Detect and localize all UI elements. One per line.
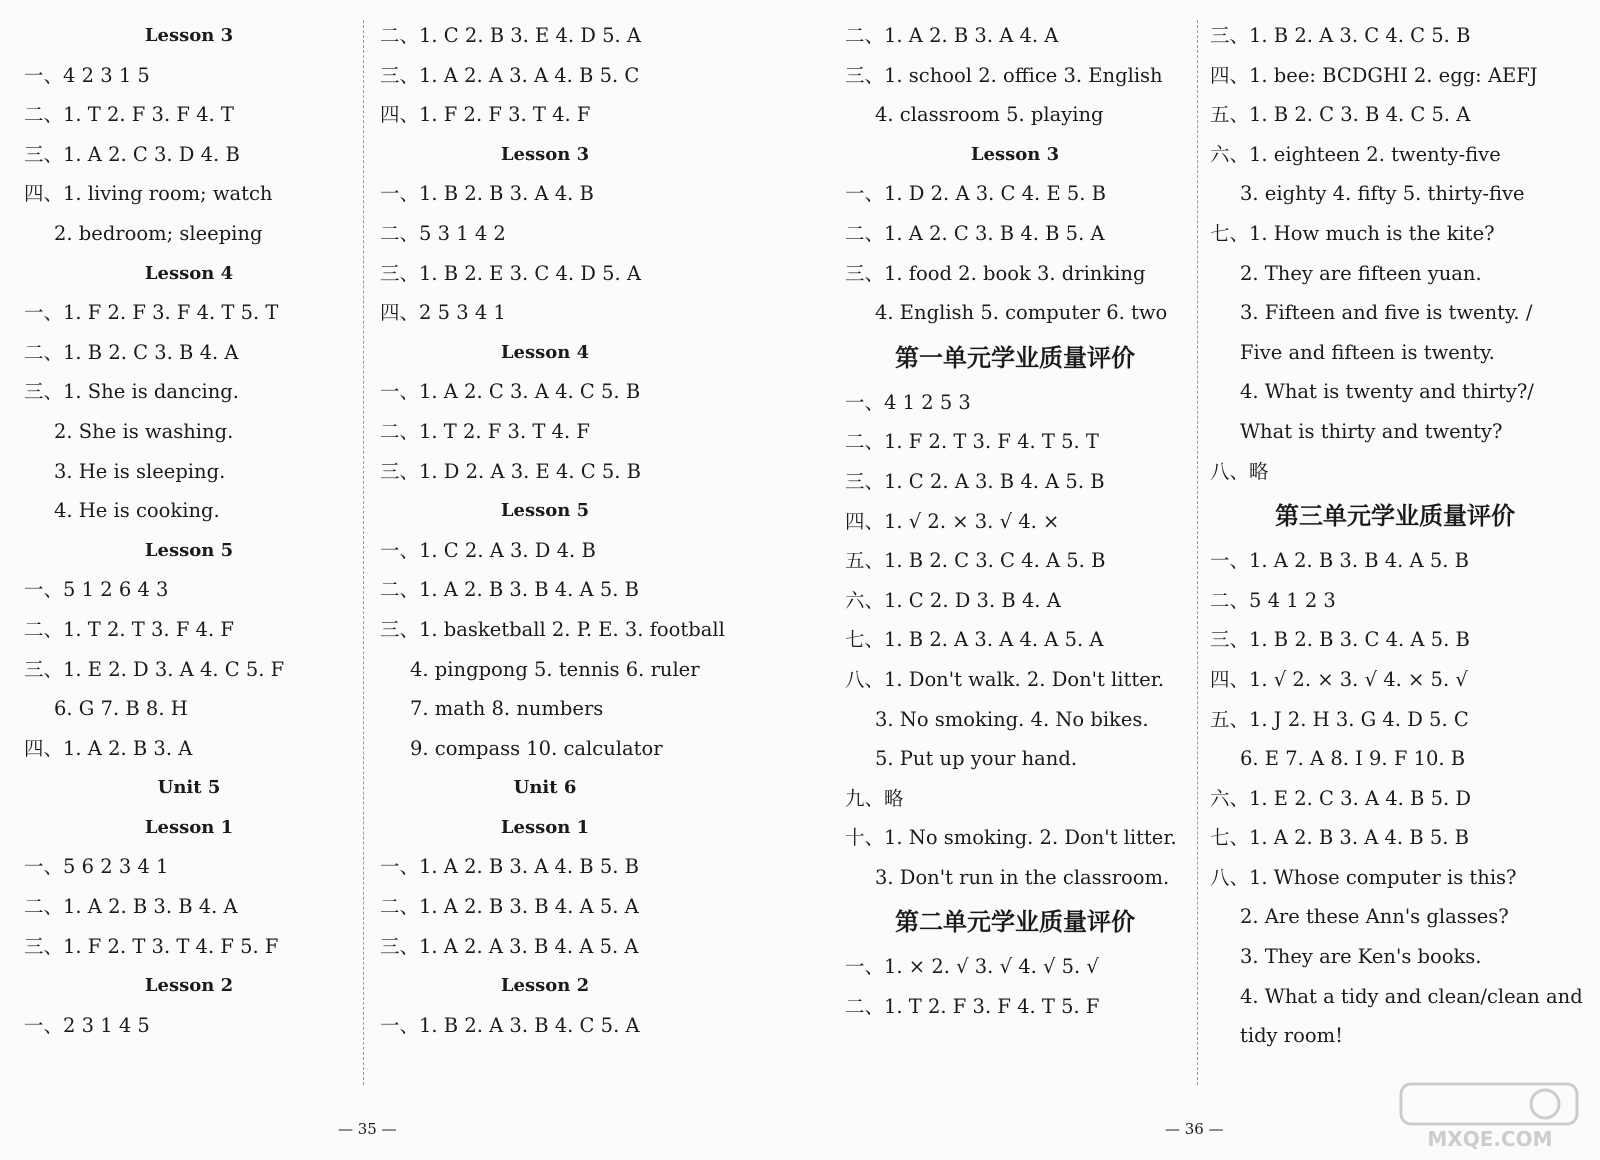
answer-line: 9. compass 10. calculator [410, 736, 663, 760]
section-heading: Lesson 1 [500, 816, 590, 838]
section-heading: Lesson 5 [144, 539, 234, 561]
answer-line: 三、1. basketball 2. P. E. 3. football [380, 617, 725, 641]
answer-line: 三、1. E 2. D 3. A 4. C 5. F [24, 657, 285, 681]
answer-line: 二、1. F 2. T 3. F 4. T 5. T [845, 430, 1099, 454]
answer-line: 二、1. A 2. B 3. B 4. A 5. A [380, 895, 639, 919]
answer-line: 一、1. D 2. A 3. C 4. E 5. B [845, 182, 1107, 206]
answer-line: 三、1. food 2. book 3. drinking [845, 261, 1146, 285]
answer-line: 一、5 1 2 6 4 3 [24, 578, 169, 602]
answer-line: 二、1. B 2. C 3. B 4. A [24, 340, 239, 364]
answer-line: 2. She is washing. [54, 419, 234, 443]
answer-line: 四、1. A 2. B 3. A [24, 736, 193, 760]
answer-line: 三、1. school 2. office 3. English [845, 63, 1163, 87]
answer-line: 3. He is sleeping. [54, 459, 226, 483]
answer-line: 六、1. E 2. C 3. A 4. B 5. D [1210, 786, 1472, 810]
answer-line: 二、1. T 2. T 3. F 4. F [24, 617, 234, 641]
section-heading: Lesson 4 [144, 262, 234, 284]
answer-line: 4. English 5. computer 6. two [875, 301, 1168, 325]
answer-line: 八、1. Whose computer is this? [1210, 865, 1517, 889]
answer-line: 十、1. No smoking. 2. Don't litter. [845, 826, 1177, 850]
answer-line: 二、1. C 2. B 3. E 4. D 5. A [380, 24, 642, 47]
answer-line: 三、1. B 2. A 3. C 4. C 5. B [1210, 24, 1471, 47]
answer-line: 一、1. × 2. √ 3. √ 4. √ 5. √ [845, 955, 1099, 979]
answer-line: 2. Are these Ann's glasses? [1240, 905, 1509, 929]
section-heading: Lesson 4 [500, 341, 590, 363]
column-3 [845, 16, 1185, 1027]
answer-line: 二、1. A 2. B 3. A 4. A [845, 24, 1059, 47]
answer-line: 三、1. A 2. A 3. B 4. A 5. A [380, 934, 639, 958]
section-heading: 第二单元学业质量评价 [895, 907, 1135, 937]
answer-line: Five and fifteen is twenty. [1240, 340, 1495, 364]
answer-line: 三、1. D 2. A 3. E 4. C 5. B [380, 459, 642, 483]
answer-line: 四、1. F 2. F 3. T 4. F [380, 103, 591, 127]
answer-line: 一、1. A 2. B 3. B 4. A 5. B [1210, 549, 1469, 573]
page-number-right: — 36 — [1165, 1120, 1224, 1138]
column-divider [363, 20, 364, 1085]
answer-line: 3. eighty 4. fifty 5. thirty-five [1240, 182, 1525, 206]
logo-mark-icon [1531, 1090, 1559, 1118]
answer-line: 三、1. C 2. A 3. B 4. A 5. B [845, 469, 1105, 493]
section-heading: Lesson 3 [970, 143, 1060, 165]
section-heading: 第三单元学业质量评价 [1275, 501, 1515, 531]
section-heading: Lesson 1 [144, 816, 234, 838]
answer-line: 二、1. T 2. F 3. F 4. T [24, 103, 234, 127]
section-heading: Lesson 2 [144, 975, 234, 997]
answer-line: 5. Put up your hand. [875, 747, 1078, 771]
answer-line: 二、1. A 2. B 3. B 4. A [24, 895, 238, 919]
answer-line: 三、1. She is dancing. [24, 380, 239, 404]
section-heading: Lesson 2 [500, 975, 590, 997]
answer-line: 一、4 1 2 5 3 [845, 390, 971, 414]
answer-line: 4. classroom 5. playing [875, 103, 1104, 127]
answer-line: 八、略 [1210, 459, 1269, 483]
answer-line: 6. G 7. B 8. H [54, 697, 188, 721]
column-4 [1210, 16, 1583, 1056]
answer-line: 四、1. living room; watch [24, 182, 273, 206]
answer-line: 八、1. Don't walk. 2. Don't litter. [845, 667, 1165, 691]
answer-line: 四、1. √ 2. × 3. √ 4. × [845, 509, 1060, 533]
answer-line: 三、1. F 2. T 3. T 4. F 5. F [24, 934, 279, 958]
answer-line: 4. pingpong 5. tennis 6. ruler [410, 657, 700, 681]
answer-line: 4. What a tidy and clean/clean and [1240, 984, 1583, 1008]
answer-line: 一、1. B 2. A 3. B 4. C 5. A [380, 1013, 640, 1037]
answer-line: 一、4 2 3 1 5 [24, 63, 150, 87]
section-heading: Unit 5 [157, 777, 221, 799]
answer-line: 五、1. B 2. C 3. B 4. C 5. A [1210, 103, 1471, 127]
answer-line: 3. They are Ken's books. [1240, 945, 1482, 969]
answer-line: 三、1. A 2. C 3. D 4. B [24, 142, 240, 166]
answer-line: 7. math 8. numbers [410, 697, 604, 721]
answer-line: 二、1. T 2. F 3. T 4. F [380, 419, 590, 443]
answer-line: 五、1. J 2. H 3. G 4. D 5. C [1210, 707, 1469, 731]
answer-line: 2. They are fifteen yuan. [1240, 261, 1482, 285]
watermark-logo [1395, 1080, 1585, 1152]
answer-line: 二、1. A 2. C 3. B 4. B 5. A [845, 221, 1105, 245]
answer-line: 3. Don't run in the classroom. [875, 865, 1170, 889]
answer-line: 七、1. How much is the kite? [1210, 221, 1495, 245]
column-divider [1197, 20, 1198, 1085]
answer-line: 三、1. A 2. A 3. A 4. B 5. C [380, 63, 640, 87]
answer-line: 四、2 5 3 4 1 [380, 301, 506, 325]
answer-line: 一、2 3 1 4 5 [24, 1013, 150, 1037]
watermark-text: MXQE.COM [1427, 1127, 1553, 1151]
answer-line: 4. He is cooking. [54, 499, 220, 523]
section-heading: Lesson 3 [500, 143, 590, 165]
answer-line: 一、1. A 2. C 3. A 4. C 5. B [380, 380, 641, 404]
answer-line: 九、略 [845, 786, 904, 810]
answer-line: 3. Fifteen and five is twenty. / [1240, 301, 1533, 325]
page-number-left: — 35 — [338, 1120, 397, 1138]
answer-line: 二、1. T 2. F 3. F 4. T 5. F [845, 995, 1100, 1019]
column-1 [24, 16, 354, 1045]
answer-line: 6. E 7. A 8. I 9. F 10. B [1240, 747, 1466, 771]
answer-line: 3. No smoking. 4. No bikes. [875, 707, 1149, 731]
answer-line: 三、1. B 2. B 3. C 4. A 5. B [1210, 628, 1470, 652]
answer-line: What is thirty and twenty? [1240, 419, 1503, 443]
answer-line: 二、5 4 1 2 3 [1210, 588, 1336, 612]
answer-line: 四、1. √ 2. × 3. √ 4. × 5. √ [1210, 667, 1468, 691]
answer-line: 四、1. bee: BCDGHI 2. egg: AEFJ [1210, 63, 1538, 87]
section-heading: Lesson 3 [144, 25, 234, 46]
answer-line: 一、1. C 2. A 3. D 4. B [380, 538, 596, 562]
answer-line: 一、1. F 2. F 3. F 4. T 5. T [24, 301, 279, 325]
answer-line: 六、1. C 2. D 3. B 4. A [845, 588, 1061, 612]
section-heading: 第一单元学业质量评价 [895, 342, 1135, 372]
answer-line: 一、1. B 2. B 3. A 4. B [380, 182, 594, 206]
answer-line: 二、5 3 1 4 2 [380, 221, 506, 245]
answer-line: 七、1. A 2. B 3. A 4. B 5. B [1210, 826, 1469, 850]
answer-line: 一、1. A 2. B 3. A 4. B 5. B [380, 855, 639, 879]
column-2 [380, 16, 725, 1045]
answer-line: 六、1. eighteen 2. twenty-five [1210, 142, 1501, 166]
section-heading: Lesson 5 [500, 500, 590, 522]
answer-line: 2. bedroom; sleeping [54, 221, 263, 245]
answer-line: 七、1. B 2. A 3. A 4. A 5. A [845, 628, 1104, 652]
answer-line: 五、1. B 2. C 3. C 4. A 5. B [845, 549, 1106, 573]
section-heading: Unit 6 [513, 777, 577, 799]
answer-line: 一、5 6 2 3 4 1 [24, 855, 169, 879]
answer-line: 三、1. B 2. E 3. C 4. D 5. A [380, 261, 642, 285]
answer-line: 二、1. A 2. B 3. B 4. A 5. B [380, 578, 639, 602]
answer-line: 4. What is twenty and thirty?/ [1240, 380, 1534, 404]
answer-line: tidy room! [1240, 1024, 1343, 1048]
